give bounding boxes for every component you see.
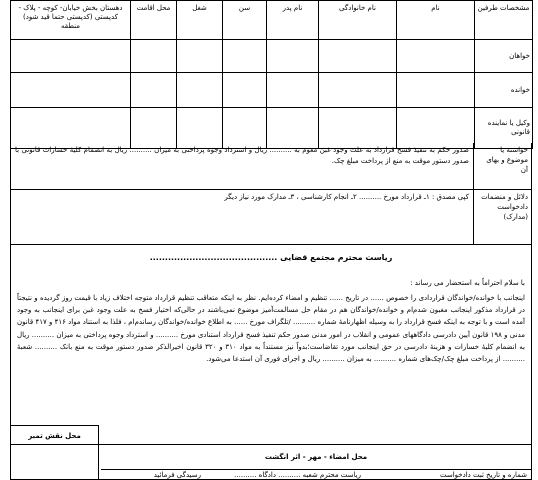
header-address: دهستان بخش خیابان- کوچه - پلاک - کدپستی (کدپستی حتما قید شود) منطقه [11,1,131,40]
evidence-section [10,190,532,245]
table-cell[interactable] [397,73,475,108]
petition-body [10,245,532,445]
body-title: ریاست محترم مجتمع قضایی .......................................... [149,253,393,262]
table-cell[interactable] [319,73,397,108]
header-name: نام [397,1,475,40]
header-job: شغل [177,1,223,40]
body-greeting: با سلام احتراماً به استحضار می رساند : [410,279,525,287]
table-cell[interactable] [267,40,319,73]
claim-label: خواسته یا موضوع و بهای آن [473,143,531,189]
registration-label: شماره و تاریخ ثبت دادخواست [439,471,527,479]
branch-label: ریاست محترم شعبه .......... دادگاه .......... [234,471,361,479]
table-cell[interactable] [11,40,131,73]
table-cell[interactable] [177,73,223,108]
signature-label: محل امضاء - مهر - اثر انگشت [264,453,368,461]
header-parties: مشخصات طرفین [475,1,533,40]
handle-label: رسیدگی فرمائید [153,471,201,479]
header-father: نام پدر [267,1,319,40]
stamp-box: محل نقش تمبر [11,425,99,480]
table-cell[interactable] [11,73,131,108]
table-cell[interactable] [131,73,177,108]
row-label-lawyer: وکیل یا نماینده قانونی [475,108,533,149]
row-label-defendant: خوانده [475,73,533,108]
table-cell[interactable] [223,40,267,73]
table-cell[interactable] [131,40,177,73]
footer-row [101,469,531,480]
header-family: نام خانوادگی [319,1,397,40]
table-cell[interactable] [267,73,319,108]
table-cell[interactable] [177,40,223,73]
header-age: سن [223,1,267,40]
table-header-row [11,1,533,40]
evidence-text: کپی مصدق : ۱ـ قرارداد مورخ .......... ۲ـ انجام کارشناسی ، ۳ـ مدارک مورد نیاز دیگر [224,193,469,201]
evidence-label: دلائل و منضمات دادخواست (مدارک) [473,190,531,244]
header-residence: محل اقامت [131,1,177,40]
claim-section [10,143,532,190]
table-cell[interactable] [319,40,397,73]
table-row-plaintiff [11,40,533,73]
table-cell[interactable] [397,40,475,73]
table-cell[interactable] [223,73,267,108]
parties-table [10,0,533,149]
claim-text: صدور حکم به تنفیذ فسخ قرارداد به علت وجود غبن مغوم به .......... ریال و استرداد وجوه پرداختی به میزان .......... ریال به انضمام کلیهٔ خسارات قانونی با صدور دستور موقت به منع از پرداخت مبلغ چک. [15,146,469,165]
table-row-defendant [11,73,533,108]
body-paragraph: اینجانب با خوانده/خواندگان قراردادی را خصوص ...... در تاریخ ...... تنظیم و امضاء کرده‌ایم. نظر به اینکه متعاقب تنظیم قرارداد متوجه اختلاف زیاد با قیمت روز گردیده و نتیجتاً در قرارداد مذکور اینجانب مغبون شدم‌ام و خوانده/خواندگان هم در مقام حل مسالمت‌آمیز موضوع نمی‌باشند در حالی‌که اختیار فسخ به علت وجود غبن برای اینجانب به وجود آمده است و با توجه به اینکه فسخ قرارداد را به وسیله اظهارنامهٔ شماره .......... /تلگراف مورخ ...... به اطلاع خوانده/خواندگان رساندم‌ام ، فلذا به استناد مواد ۴۱۶ و ۴۱۷ قانون مدنی و ۱۹۸ قانون آیین دادرسی دادگاههای عمومی و انقلاب در امور مدنی صدور حکم تنفیذ فسخ قرارداد استنادی مورخ .......... و استرداد وجوه پرداختی به میزان .......... ریال به انضمام کلیهٔ خسارات و هزینهٔ دادرسی در حق اینجانب مورد تقاضاست؛بدواً نیز مستنداً به مواد ۳۱۰ و ۳۲۰ قانون اخیرالذکر صدور دستور موقت به منع بانک .......... شعبهٔ .......... از پرداخت مبلغ چک/چک‌های شماره .......... به میزان .......... ریال و اجرای فوری آن استدعا می‌شود. [17,294,525,364]
row-label-plaintiff: خواهان [475,40,533,73]
footer [10,432,532,480]
